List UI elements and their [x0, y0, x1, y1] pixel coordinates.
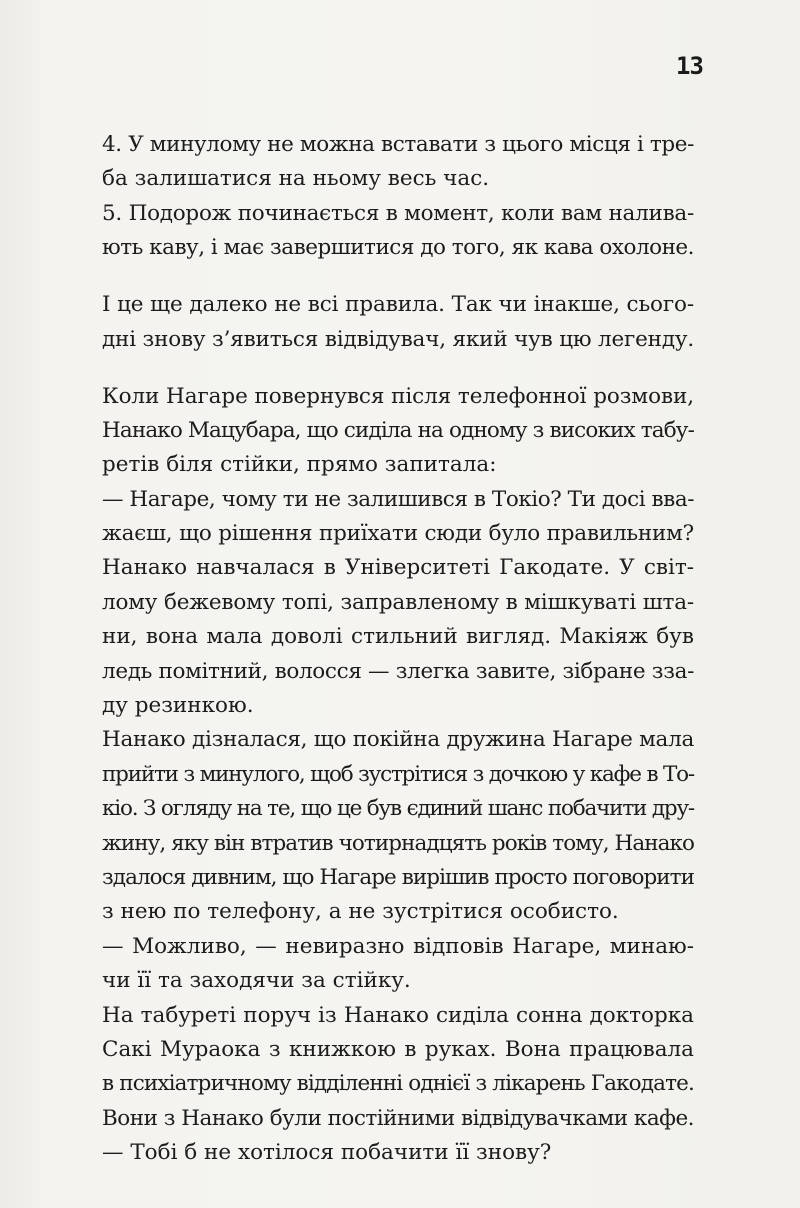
paragraph [102, 197, 694, 266]
text-line: лому бежевому топі, заправленому в мішкуваті шта- [102, 589, 695, 615]
text-line: ни, вона мала доволі стильний вигляд. Макіяж був [102, 624, 694, 650]
text-line: На табуреті поруч із Нанако сиділа сонна докторка [102, 1002, 694, 1028]
paragraph [102, 128, 694, 197]
paragraph [102, 930, 694, 999]
text-line: — Можливо, — невиразно відповів Нагаре, минаю- [102, 933, 694, 959]
text-line: Коли Нагаре повернувся після телефонної розмови, [102, 383, 694, 409]
body-text [102, 128, 694, 1171]
text-line: ретів біля стійки, прямо запитала: [102, 452, 497, 478]
text-line: жаєш, що рішення приїхати сюди було правильним? [102, 521, 694, 547]
paragraph [102, 1136, 694, 1170]
text-line: з нею по телефону, а не зустрітися особисто. [102, 899, 619, 925]
text-line: кіо. З огляду на те, що це був єдиний шанс побачити дру- [102, 796, 695, 822]
text-line: — Тобі б не хотілося побачити її знову? [102, 1140, 552, 1166]
text-line: Сакі Мураока з книжкою в руках. Вона працювала [102, 1036, 694, 1062]
text-line: Нанако навчалася в Університеті Гакодате. У світ- [102, 555, 694, 581]
paragraph [102, 483, 694, 552]
text-line: прийти з минулого, щоб зустрітися з дочкою у кафе в То- [102, 761, 694, 787]
paragraph-gap [102, 357, 694, 380]
paragraph [102, 551, 694, 723]
text-line: в психіатричному відділенні однієї з лікарень Гакодате. [102, 1071, 694, 1097]
text-line: І це ще далеко не всі правила. Так чи інакше, сього- [102, 292, 694, 318]
text-line: Нанако Мацубара, що сиділа на одному з високих табу- [102, 417, 694, 443]
text-line: ба залишатися на ньому весь час. [102, 166, 490, 192]
text-line: ду резинкою. [102, 693, 254, 719]
text-line: ють каву, і має завершитися до того, як кава охолоне. [102, 235, 694, 261]
text-line: Нанако дізналася, що покійна дружина Нагаре мала [102, 727, 695, 753]
paragraph [102, 288, 694, 357]
text-line: чи її та заходячи за стійку. [102, 968, 411, 994]
text-line: здалося дивним, що Нагаре вирішив просто поговорити [102, 865, 695, 890]
text-line: дні знову з’явиться відвідувач, який чув цю легенду. [102, 326, 694, 352]
text-line: Вони з Нанако були постійними відвідувачками кафе. [102, 1105, 695, 1131]
page-number: 13 [676, 52, 703, 80]
paragraph [102, 723, 694, 929]
text-line: 4. У минулому не можна вставати з цього місця і тре- [102, 132, 694, 157]
text-line: ледь помітний, волосся — злегка завите, зібране зза- [102, 658, 695, 684]
paragraph [102, 380, 694, 483]
text-line: жину, яку він втратив чотирнадцять років тому, Нанако [102, 830, 695, 856]
text-line: — Нагаре, чому ти не залишився в Токіо? Ти досі вва- [102, 486, 695, 512]
paragraph [102, 999, 694, 1137]
text-line: 5. Подорож починається в момент, коли вам налива- [102, 200, 694, 226]
paragraph-gap [102, 266, 694, 289]
